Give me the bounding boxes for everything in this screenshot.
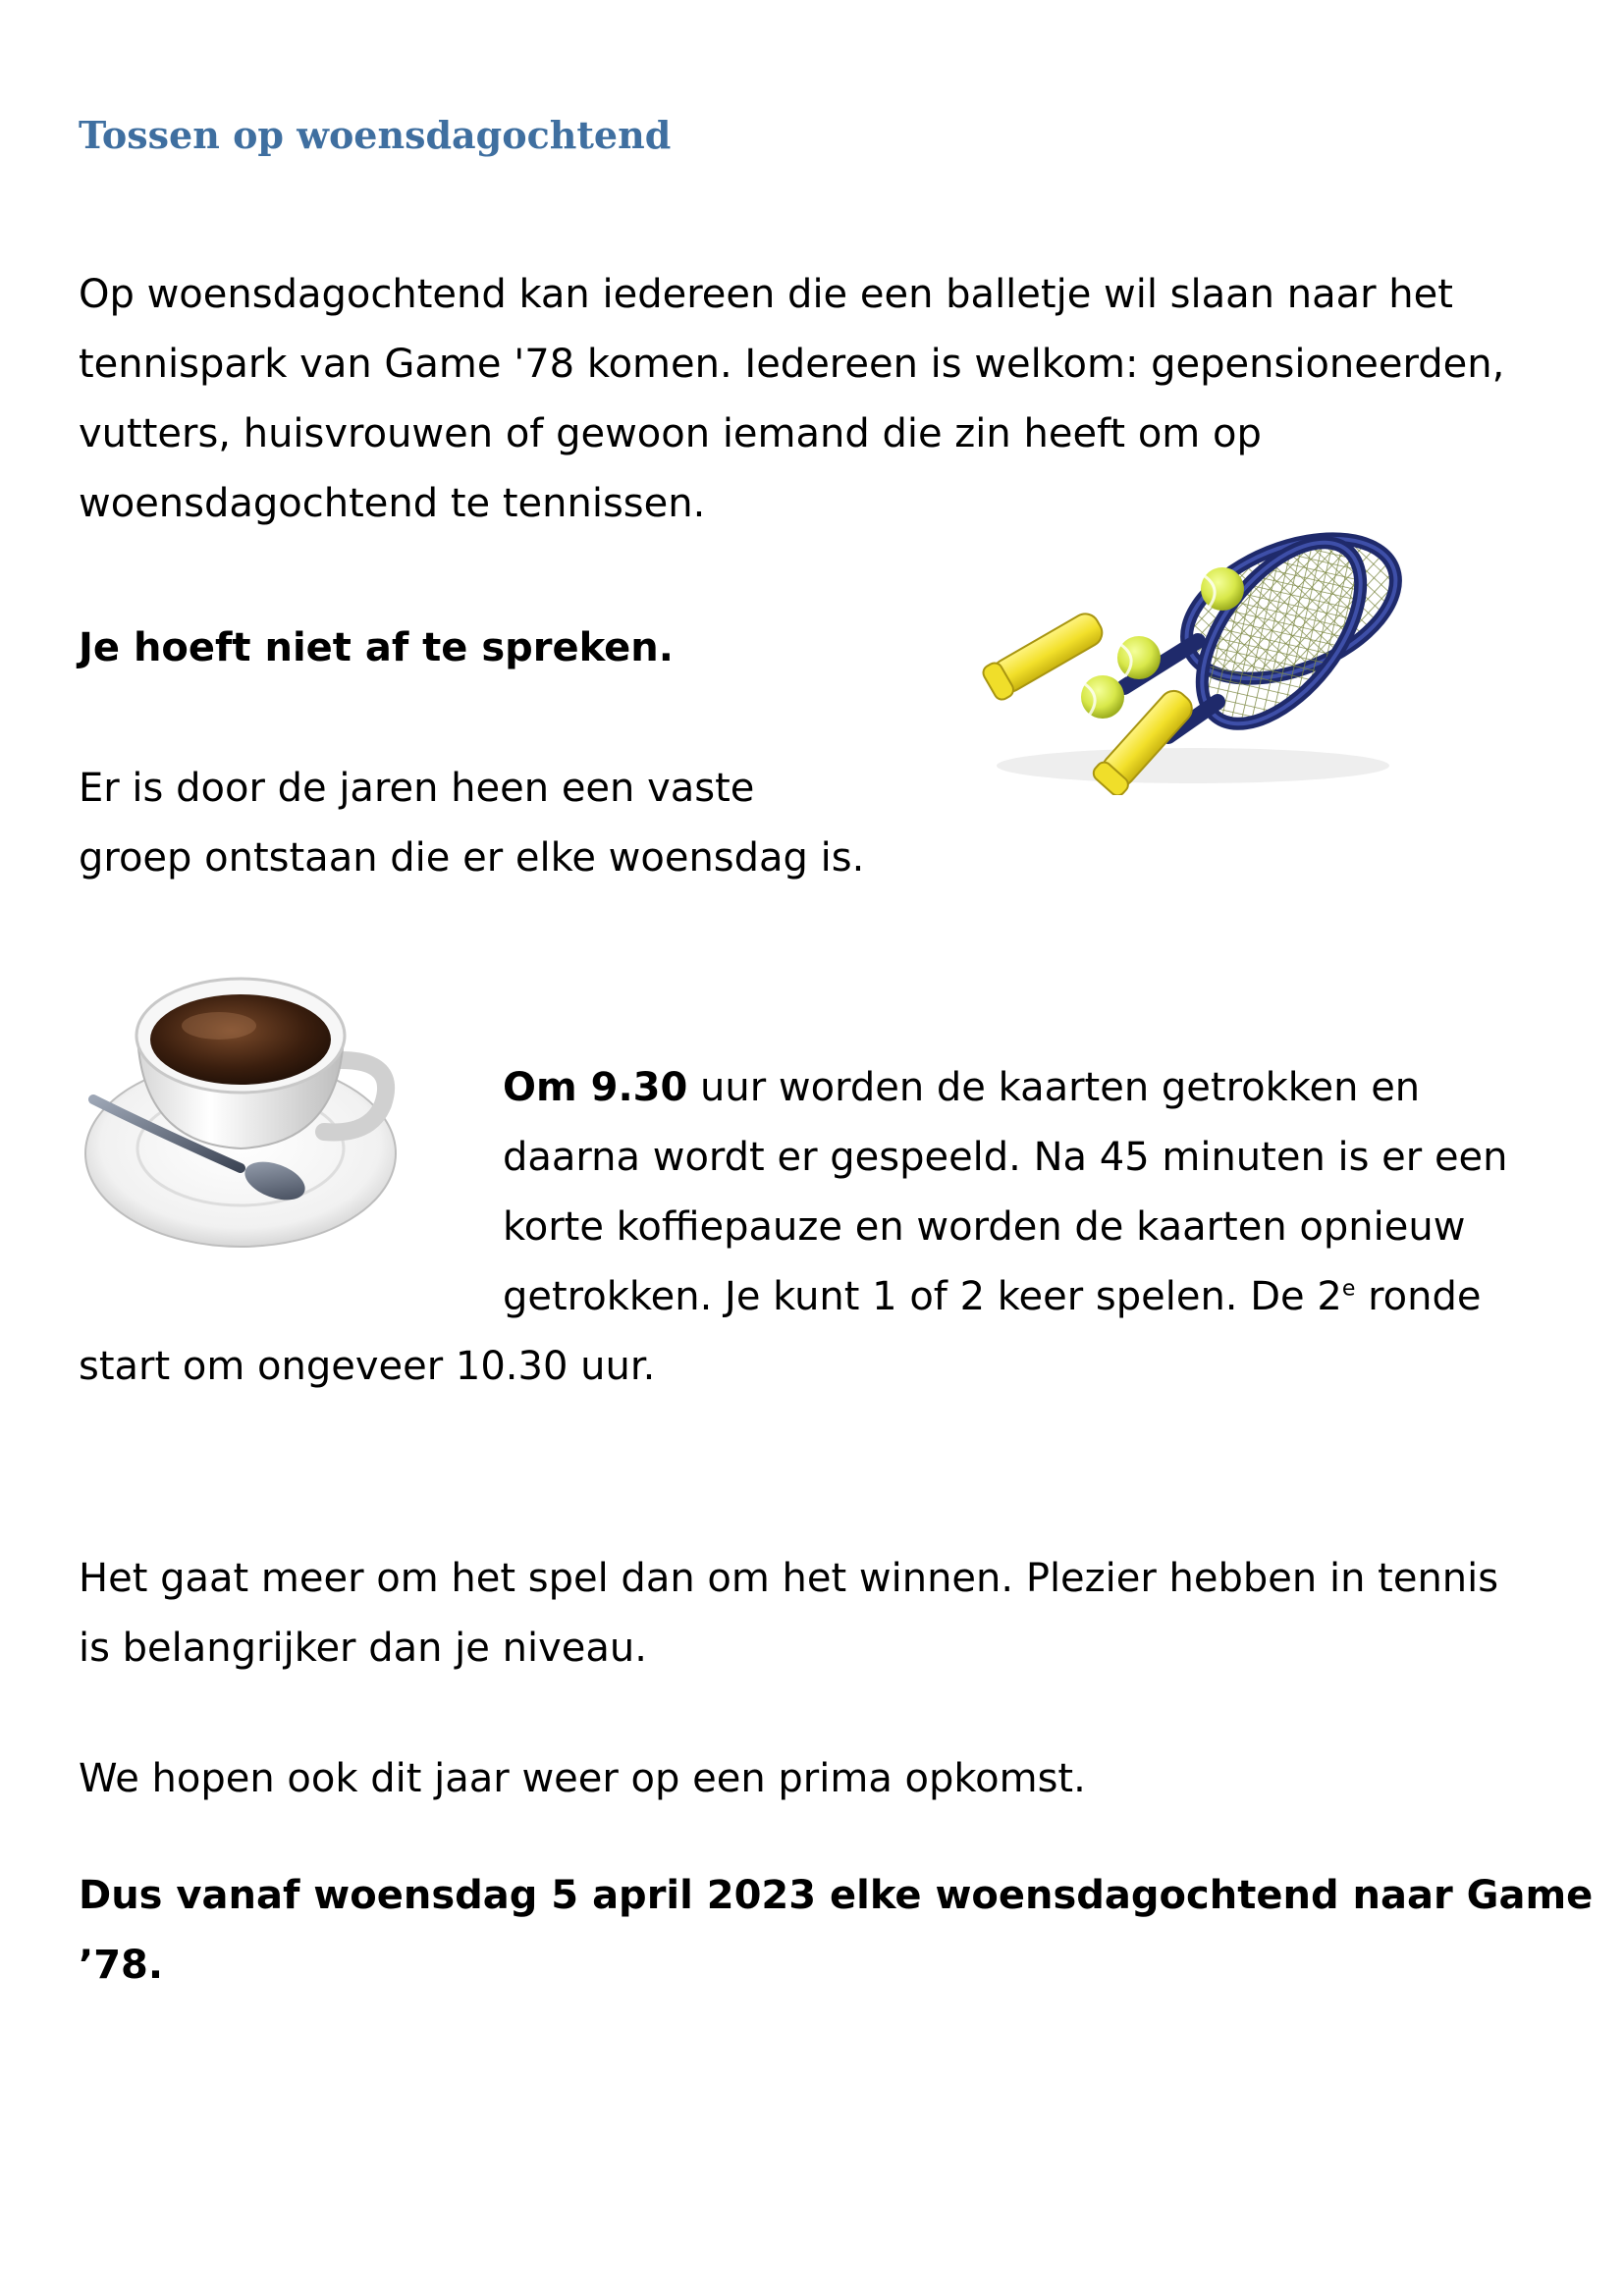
schedule-line — [503, 1262, 1508, 1332]
no-appointment-text: Je hoeft niet af te spreken. — [79, 625, 674, 670]
intro-line: tennispark van Game '78 komen. Iedereen is welkom: gepensioneerden, — [79, 342, 1505, 387]
closing-line: Dus vanaf woensdag 5 april 2023 elke woensdagochtend naar Game — [79, 1873, 1594, 1918]
schedule-text: getrokken. Je kunt 1 of 2 keer spelen. De 2 — [503, 1274, 1342, 1319]
schedule-paragraph — [503, 1053, 1508, 1332]
schedule-end-line: start om ongeveer 10.30 uur. — [79, 1344, 656, 1389]
group-line: groep ontstaan die er elke woensdag is. — [79, 835, 865, 881]
intro-line: Op woensdagochtend kan iedereen die een balletje wil slaan naar het — [79, 272, 1453, 317]
fun-line: is belangrijker dan je niveau. — [79, 1626, 647, 1671]
schedule-start-time: Om 9.30 — [503, 1065, 688, 1110]
schedule-line — [503, 1053, 1508, 1123]
fun-line: Het gaat meer om het spel dan om het winnen. Plezier hebben in tennis — [79, 1556, 1499, 1601]
closing-line: ’78. — [79, 1943, 164, 1988]
tennis-rackets-image — [957, 515, 1414, 795]
group-paragraph — [79, 754, 864, 893]
fun-paragraph — [79, 1544, 1498, 1683]
schedule-text: ronde — [1355, 1274, 1482, 1319]
group-line: Er is door de jaren heen een vaste — [79, 766, 755, 811]
ordinal-superscript: e — [1341, 1276, 1356, 1302]
intro-line: vutters, huisvrouwen of gewoon iemand die zin heeft om op — [79, 411, 1262, 456]
page-title: Tossen op woensdagochtend — [79, 113, 672, 157]
hope-text: We hopen ook dit jaar weer op een prima opkomst. — [79, 1756, 1086, 1801]
intro-line: woensdagochtend te tennissen. — [79, 481, 706, 526]
schedule-text: uur worden de kaarten getrokken en — [687, 1065, 1421, 1110]
intro-paragraph — [79, 260, 1504, 539]
schedule-line: korte koffiepauze en worden de kaarten opnieuw — [503, 1204, 1466, 1250]
closing-paragraph — [79, 1861, 1593, 2001]
coffee-cup-image — [83, 967, 407, 1261]
schedule-line: daarna wordt er gespeeld. Na 45 minuten is er een — [503, 1135, 1508, 1180]
